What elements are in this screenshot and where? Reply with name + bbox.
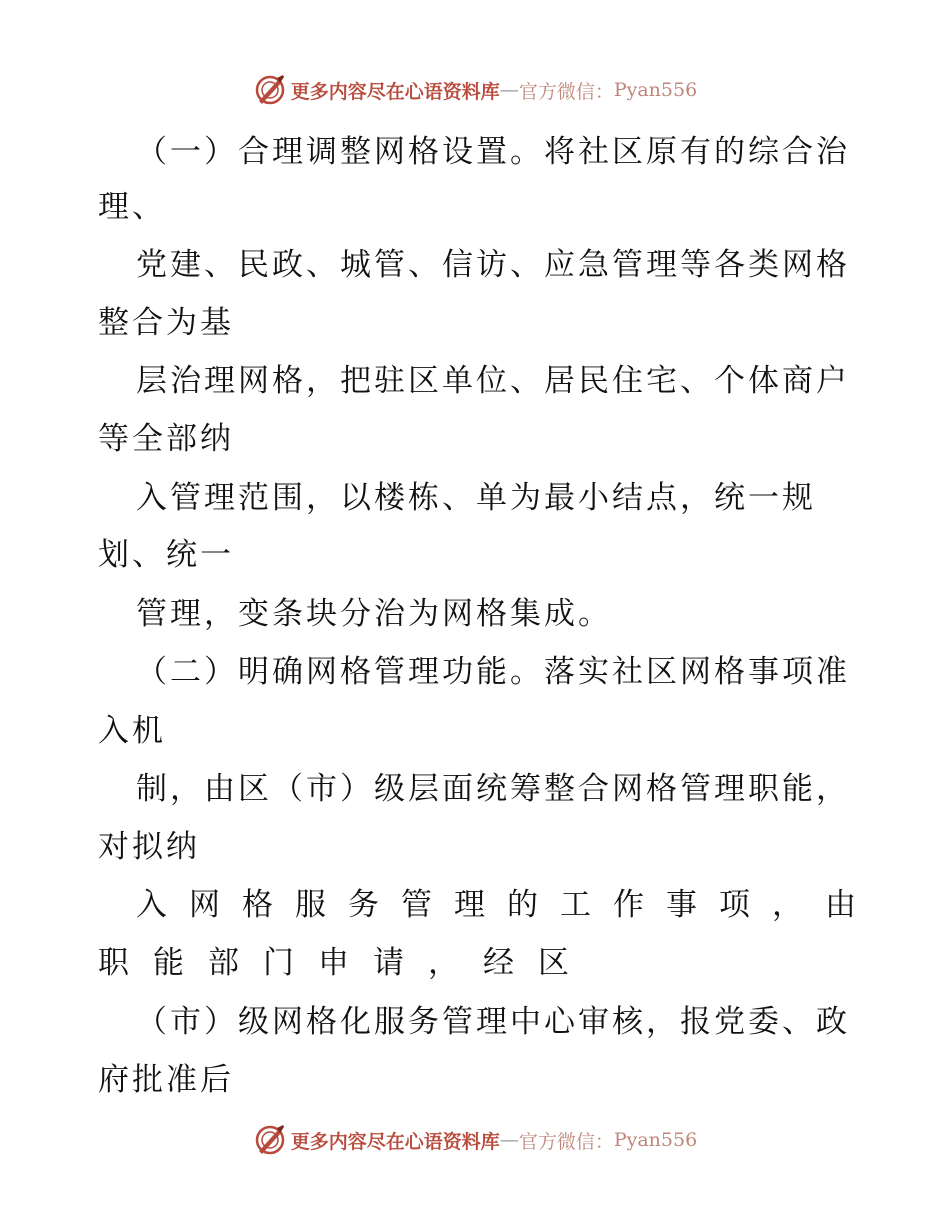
footer-watermark [0,1120,950,1160]
text-line: 府批准后 [98,1062,234,1098]
header-watermark [0,70,950,110]
watermark-title: 更多内容尽在心语资料库 [290,80,500,103]
text-line: 入管理范围，以楼栋、单为最小结点，统一规 [136,480,816,516]
watermark-separator: — [499,1129,519,1151]
text-line: 入机 [98,713,166,749]
watermark-wechat-label: 官方微信： [518,80,614,103]
watermark-wechat-handle: Pyan556 [613,79,698,101]
pen-nib-logo-icon [253,73,287,107]
text-line: 等全部纳 [98,421,234,457]
text-line: （市）级网格化服务管理中心审核，报党委、政 [136,1004,850,1040]
text-line: 对拟纳 [98,829,200,865]
text-line: （二）明确网格管理功能。落实社区网格事项准 [136,654,850,690]
text-line: 制，由区（市）级层面统筹整合网格管理职能， [136,771,850,807]
text-line: 理、 [98,189,166,225]
text-line: 整合为基 [98,305,234,341]
text-line: （一）合理调整网格设置。将社区原有的综合治 [136,134,850,170]
text-line: 层治理网格，把驻区单位、居民住宅、个体商户 [136,363,850,399]
text-line: 职能部门申请，经区 [98,945,593,981]
text-line: 党建、民政、城管、信访、应急管理等各类网格 [136,247,850,283]
watermark-wechat-label: 官方微信： [518,1130,614,1153]
text-line: 入网格服务管理的工作事项，由 [136,887,878,923]
watermark-title: 更多内容尽在心语资料库 [290,1130,500,1153]
watermark-separator: — [499,79,519,101]
text-line: 划、统一 [98,537,234,573]
watermark-wechat-handle: Pyan556 [613,1129,698,1151]
pen-nib-logo-icon [253,1123,287,1157]
text-line: 管理，变条块分治为网格集成。 [136,596,612,632]
